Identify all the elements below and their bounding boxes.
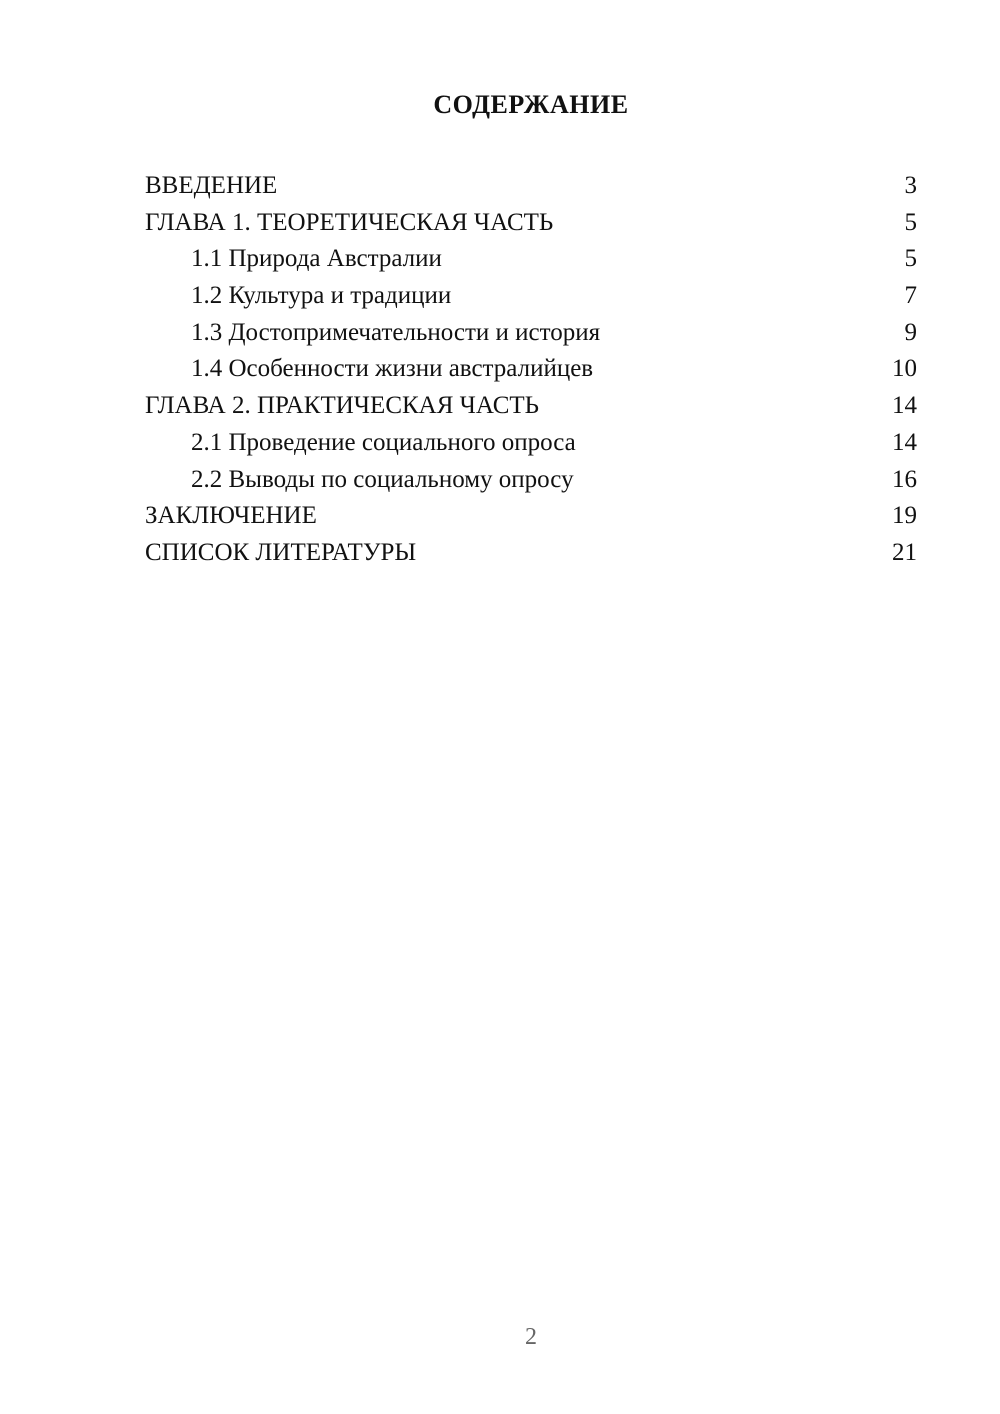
toc-entry-page-number: 3: [904, 172, 917, 199]
footer-page-number: 2: [525, 1324, 537, 1350]
toc-entry-label: 1.3 Достопримечательности и история: [191, 318, 601, 346]
toc-entry: [145, 462, 917, 499]
toc-entry-page-number: 19: [892, 502, 917, 530]
toc-entry-label: 1.4 Особенности жизни австралийцев: [191, 355, 594, 383]
toc-entry: [145, 388, 917, 425]
toc-entry: [145, 425, 917, 462]
toc-entry-label: СПИСОК ЛИТЕРАТУРЫ: [145, 538, 417, 566]
toc-entry-label: 2.1 Проведение социального опроса: [191, 428, 576, 456]
toc-entry: [145, 278, 917, 315]
toc-entry-page-number: 5: [904, 245, 917, 273]
toc-entry-label: ЗАКЛЮЧЕНИЕ: [145, 502, 317, 530]
toc-entry-page-number: 7: [904, 282, 917, 310]
toc-entry-page-number: 14: [892, 392, 917, 420]
toc-entry-page-number: 9: [904, 318, 917, 346]
table-of-contents: [145, 168, 917, 572]
toc-entry: [145, 315, 917, 352]
toc-entry: [145, 205, 917, 242]
toc-entry: [145, 168, 917, 205]
toc-entry-label: 1.2 Культура и традиции: [191, 282, 452, 310]
toc-entry-page-number: 5: [904, 208, 917, 236]
toc-entry: [145, 351, 917, 388]
toc-entry: [145, 535, 917, 572]
toc-entry-label: 1.1 Природа Австралии: [191, 245, 442, 273]
toc-entry-page-number: 21: [892, 538, 917, 566]
toc-entry-label: ГЛАВА 1. ТЕОРЕТИЧЕСКАЯ ЧАСТЬ: [145, 208, 554, 236]
toc-entry-label: ГЛАВА 2. ПРАКТИЧЕСКАЯ ЧАСТЬ: [145, 392, 540, 420]
toc-entry-label: 2.2 Выводы по социальному опросу: [191, 465, 574, 493]
toc-entry: [145, 241, 917, 278]
toc-entry-page-number: 10: [892, 355, 917, 383]
toc-entry: [145, 498, 917, 535]
toc-entry-label: ВВЕДЕНИЕ: [145, 172, 278, 199]
toc-entry-page-number: 14: [892, 428, 917, 456]
page-title: СОДЕРЖАНИЕ: [433, 90, 629, 119]
toc-entry-page-number: 16: [892, 465, 917, 493]
